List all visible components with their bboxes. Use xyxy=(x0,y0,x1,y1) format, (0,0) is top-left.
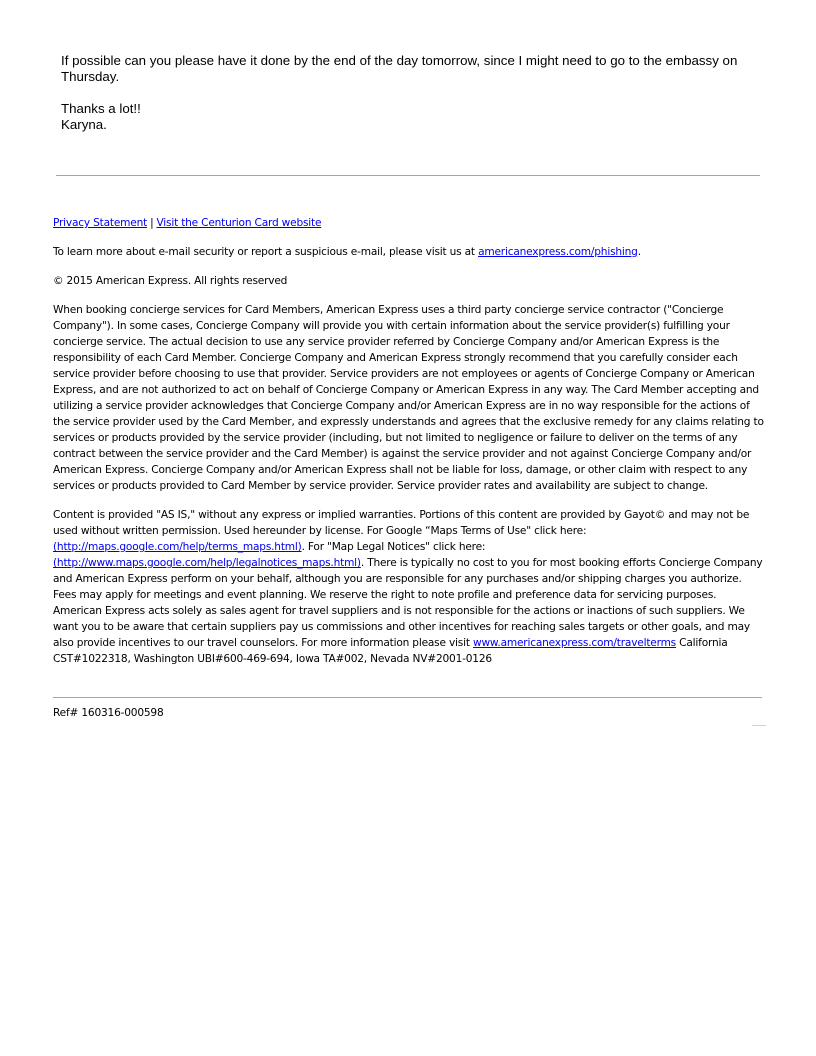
message-text: If possible can you please have it done by the end of the day tomorrow, since I might need to go to the embassy on Thursday. xyxy=(61,53,738,84)
paragraph-gap xyxy=(61,85,761,101)
link-separator: | xyxy=(150,217,154,229)
content-disclaimer-text-2: . For "Map Legal Notices" click here: xyxy=(301,541,486,553)
message-closing: Thanks a lot!! xyxy=(61,101,141,116)
content-disclaimer-text-4: California CST#1022318, Washington UBI#600-469-694, Iowa TA#002, Nevada NV#2001-0126 xyxy=(53,637,728,665)
content-disclaimer-text-1: Content is provided "AS IS," without any express or implied warranties. Portions of this content are provided by Gayot© and may not be used without written permission. Used hereunder by license. For Google “Maps Terms of Use" click here: xyxy=(53,509,750,537)
email-footer xyxy=(53,215,765,680)
security-notice xyxy=(53,244,765,260)
footer-divider-line xyxy=(53,697,762,698)
maps-legal-notices-link[interactable]: (http://www.maps.google.com/help/legalnotices_maps.html) xyxy=(53,557,361,569)
phishing-link[interactable]: americanexpress.com/phishing xyxy=(478,246,638,258)
message-signature: Karyna. xyxy=(61,117,107,132)
content-disclaimer xyxy=(53,507,765,667)
footer-links-row xyxy=(53,215,765,231)
content-disclaimer-text-3: . There is typically no cost to you for most booking efforts Concierge Company and American Express perform on your behalf, although you are responsible for any purchases and/or shipping charges you authorize. Fees may apply for meetings and event planning. We reserve the right to note profile and preference data for servicing purposes. American Express acts solely as sales agent for travel suppliers and is not responsible for the actions or inactions of such suppliers. We want you to be aware that certain suppliers pay us commissions and other incentives for reaching sales targets or other goals, and may also provide incentives to our travel counselors. For more information please visit xyxy=(53,557,763,649)
concierge-disclaimer: When booking concierge services for Card Members, American Express uses a third party concierge service contractor ("Concierge Company"). In some cases, Concierge Company will provide you with certain information about the service provider(s) fulfilling your concierge service. The actual decision to use any service provider referred by Concierge Company and/or American Express is the responsibility of each Card Member. Concierge Company and American Express strongly recommend that you carefully consider each service provider before choosing to use that provider. Service providers are not employees or agents of Concierge Company or American Express, and are not authorized to act on behalf of Concierge Company or American Express in any way. The Card Member accepting and utilizing a service provider acknowledges that Concierge Company and/or American Express are in no way responsible for the actions of the service provider used by the Card Member, and expressly understands and agrees that the exclusive remedy for any claims relating to services or products provided by the service provider (including, but not limited to negligence or failure to deliver on the terms of any contract between the service provider and the Card Member) is against the service provider and not against Concierge Company and/or American Express. Concierge Company and/or American Express shall not be liable for loss, damage, or other claim with respect to any services or products provided to Card Member by service provider. Service provider rates and availability are subject to change. xyxy=(53,304,764,492)
small-divider xyxy=(752,725,766,726)
centurion-card-website-link[interactable]: Visit the Centurion Card website xyxy=(156,217,322,229)
privacy-statement-link[interactable]: Privacy Statement xyxy=(53,217,148,229)
reference-number: Ref# 160316-000598 xyxy=(53,707,164,719)
security-notice-end: . xyxy=(637,246,641,258)
divider-line xyxy=(56,175,760,176)
email-message-body xyxy=(61,53,761,133)
copyright-notice: © 2015 American Express. All rights reserved xyxy=(53,275,288,287)
travel-terms-link[interactable]: www.americanexpress.com/travelterms xyxy=(472,637,677,649)
maps-terms-link[interactable]: (http://maps.google.com/help/terms_maps.html) xyxy=(53,541,302,553)
security-notice-text: To learn more about e-mail security or report a suspicious e-mail, please visit us at xyxy=(53,246,479,258)
